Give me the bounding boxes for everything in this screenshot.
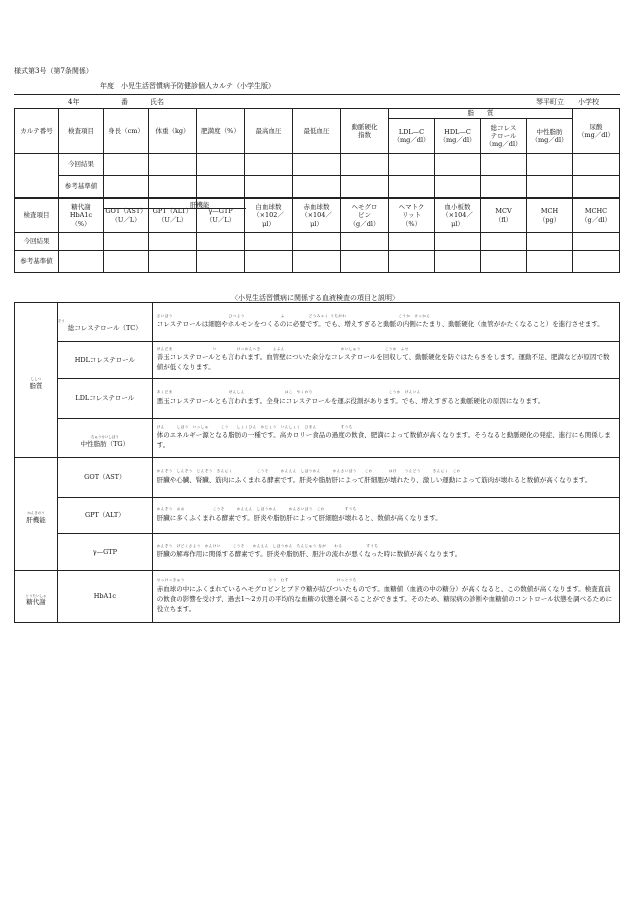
header-mchc: MCHC （g／dl） bbox=[573, 199, 620, 233]
item-total-cholesterol: そう 総コレステロール（TC） bbox=[57, 303, 152, 342]
header-triglyceride: 中性脂肪 （mg／dl） bbox=[527, 119, 573, 154]
header-arteriosclerosis-index: 動脈硬化 指数 bbox=[341, 109, 389, 154]
desc-ldl: あくだま ぜんしん はこ やくわり こうか げんいん 悪玉コレステロールとも言われます。全身にコレステロールを運ぶ役割があります。でも、増えすぎると動脈硬化の原因になります。 bbox=[152, 379, 619, 419]
results-table bbox=[14, 108, 620, 198]
header-obesity: 肥満度（%） bbox=[197, 109, 245, 154]
desc-ggtp: かんぞう げどくさよう かんけい こうそ かんえん しぼうかん たんじゅう なが わる すうち 肝臓の解毒作用に関係する酵素です。肝炎や脂肪肝、胆汁の流れが悪くなった時に数値が高くなります。 bbox=[152, 534, 619, 571]
section-title: 〈小児生活習慣病に関係する血液検査の項目と説明〉 bbox=[231, 294, 399, 302]
header-height: 身長（cm） bbox=[104, 109, 149, 154]
header-platelet: 血小板数 （×104／ μl） bbox=[435, 199, 481, 233]
header-test-item: 検査項目 bbox=[59, 109, 104, 154]
item-ggtp: γ—GTP bbox=[57, 534, 152, 571]
school-label: 琴平町立 小学校 bbox=[536, 98, 599, 106]
header-gpt: GPT（ALT） （U／L） bbox=[149, 199, 197, 233]
liver-function-group-label: 肝機能 bbox=[190, 201, 210, 209]
header-rule bbox=[14, 94, 620, 95]
header-lipid-group: 脂 質 bbox=[389, 109, 573, 119]
desc-hdl: ぜんだま い けっかんへき よぶん かいしゅう こうか ふせ 善玉コレステロールとも言われます。血管壁についた余分なコレステロールを回収して、動脈硬化を防ぐはたらきをします。運動不足、肥満などが原因で数値が低くなります。 bbox=[152, 342, 619, 379]
desc-total-cholesterol: さいぼう ひつよう ふ どうみゃく うちがわ こうか けっかん コレステロールは細胞やホルモンをつくるのに必要です。でも、増えすぎると動脈の内側にたまり、動脈硬化（血管がかたくなること）を進行させます。 bbox=[152, 303, 619, 342]
item-triglyceride: ちゅうせいしぼう 中性脂肪（TG） bbox=[57, 419, 152, 458]
item-gpt: GPT（ALT） bbox=[57, 498, 152, 534]
number-label: 番 bbox=[121, 98, 128, 106]
header-max-bp: 最高血圧 bbox=[245, 109, 293, 154]
item-got: GOT（AST） bbox=[57, 458, 152, 498]
header-hemoglobin: ヘモグロ ビン （g／dl） bbox=[341, 199, 389, 233]
category-lipid: ししつ 脂質 bbox=[15, 303, 58, 458]
grade-label: 4年 bbox=[68, 98, 80, 106]
blood-test-table bbox=[14, 198, 620, 273]
header-min-bp: 最低血圧 bbox=[293, 109, 341, 154]
desc-got: かんぞう しんぞう じんぞう きんにく こうそ かんえん しぼうかん かんさいぼう こわ はげ うんどう きんにく こわ 肝臓や心臓、腎臓、筋肉にふくまれる酵素です。肝炎や脂肪肝によって肝細胞が壊れたり、激しい運動によって筋肉が壊れると数値が高くなります。 bbox=[152, 458, 619, 498]
explanation-table bbox=[14, 302, 620, 623]
header-hematocrit: ヘマトク リット （%） bbox=[389, 199, 435, 233]
form-label: 様式第3号（第7条関係） bbox=[14, 67, 93, 75]
header-test-item-2: 検査項目 bbox=[15, 199, 59, 233]
desc-triglyceride: げん しぼう いっしゅ こう しょくひん かじょう いんしょく ひまん すうち 体のエネルギー源となる脂肪の一種です。高カロリー食品の過度の飲食、肥満によって数値が高くなります。そうなると動脈硬化の発症、進行にも関係します。 bbox=[152, 419, 619, 458]
header-hdl: HDL—C （mg／dl） bbox=[435, 119, 481, 154]
header-mcv: MCV （fl） bbox=[481, 199, 527, 233]
header-uric-acid: 尿酸 （mg／dl） bbox=[573, 109, 620, 154]
header-wbc: 白血球数 （×102／ μl） bbox=[245, 199, 293, 233]
karte-number-cell[interactable] bbox=[15, 154, 59, 198]
header-total-cholesterol: 総コレス テロール （mg／dl） bbox=[481, 119, 527, 154]
header-got: GOT（AST） （U／L） bbox=[104, 199, 149, 233]
header-ldl: LDL—C （mg／dl） bbox=[389, 119, 435, 154]
header-mch: MCH （pg） bbox=[527, 199, 573, 233]
liver-group-rule bbox=[103, 208, 246, 209]
header-karte-number: カルテ番号 bbox=[15, 109, 59, 154]
row-label-current: 今回結果 bbox=[59, 154, 104, 176]
header-ggtp: γ—GTP （U／L） bbox=[197, 199, 245, 233]
row-label-reference-2: 参考基準値 bbox=[15, 251, 59, 273]
header-weight: 体重（kg） bbox=[149, 109, 197, 154]
row-label-current-2: 今回結果 bbox=[15, 233, 59, 251]
item-hdl: HDLコレステロール bbox=[57, 342, 152, 379]
item-hba1c: HbA1c bbox=[57, 571, 152, 623]
document-title: 年度 小児生活習慣病予防健診個人カルテ（小学生版） bbox=[100, 82, 275, 90]
category-glucose-metabolism: とうたいしゃ 糖代謝 bbox=[15, 571, 58, 623]
name-label: 氏名 bbox=[150, 98, 164, 106]
header-hba1c: 糖代謝 HbA1c （%） bbox=[59, 199, 104, 233]
desc-gpt: かんぞう おお こうそ かんえん しぼうかん かんさいぼう こわ すうち 肝臓に多くふくまれる酵素です。肝炎や脂肪肝によって肝細胞が壊れると、数値が高くなります。 bbox=[152, 498, 619, 534]
row-label-reference: 参考基準値 bbox=[59, 176, 104, 198]
header-rbc: 赤血球数 （×104／ μl） bbox=[293, 199, 341, 233]
item-ldl: LDLコレステロール bbox=[57, 379, 152, 419]
desc-hba1c: せっけっきゅう とう むす けっとうち 赤血球の中にふくまれているヘモグロビンとブドウ糖が結びついたものです。血糖値（血液の中の糖分）が高くなると、この数値が高くなります。検査直前の飲食の影響を受けず、過去1～2カ月の平均的な血糖の状態を調べることができます。そのため、糖尿病の診断や血糖値のコントロール状態を調べるために役立ちます。 bbox=[152, 571, 619, 623]
category-liver: かんきのう 肝機能 bbox=[15, 458, 58, 571]
